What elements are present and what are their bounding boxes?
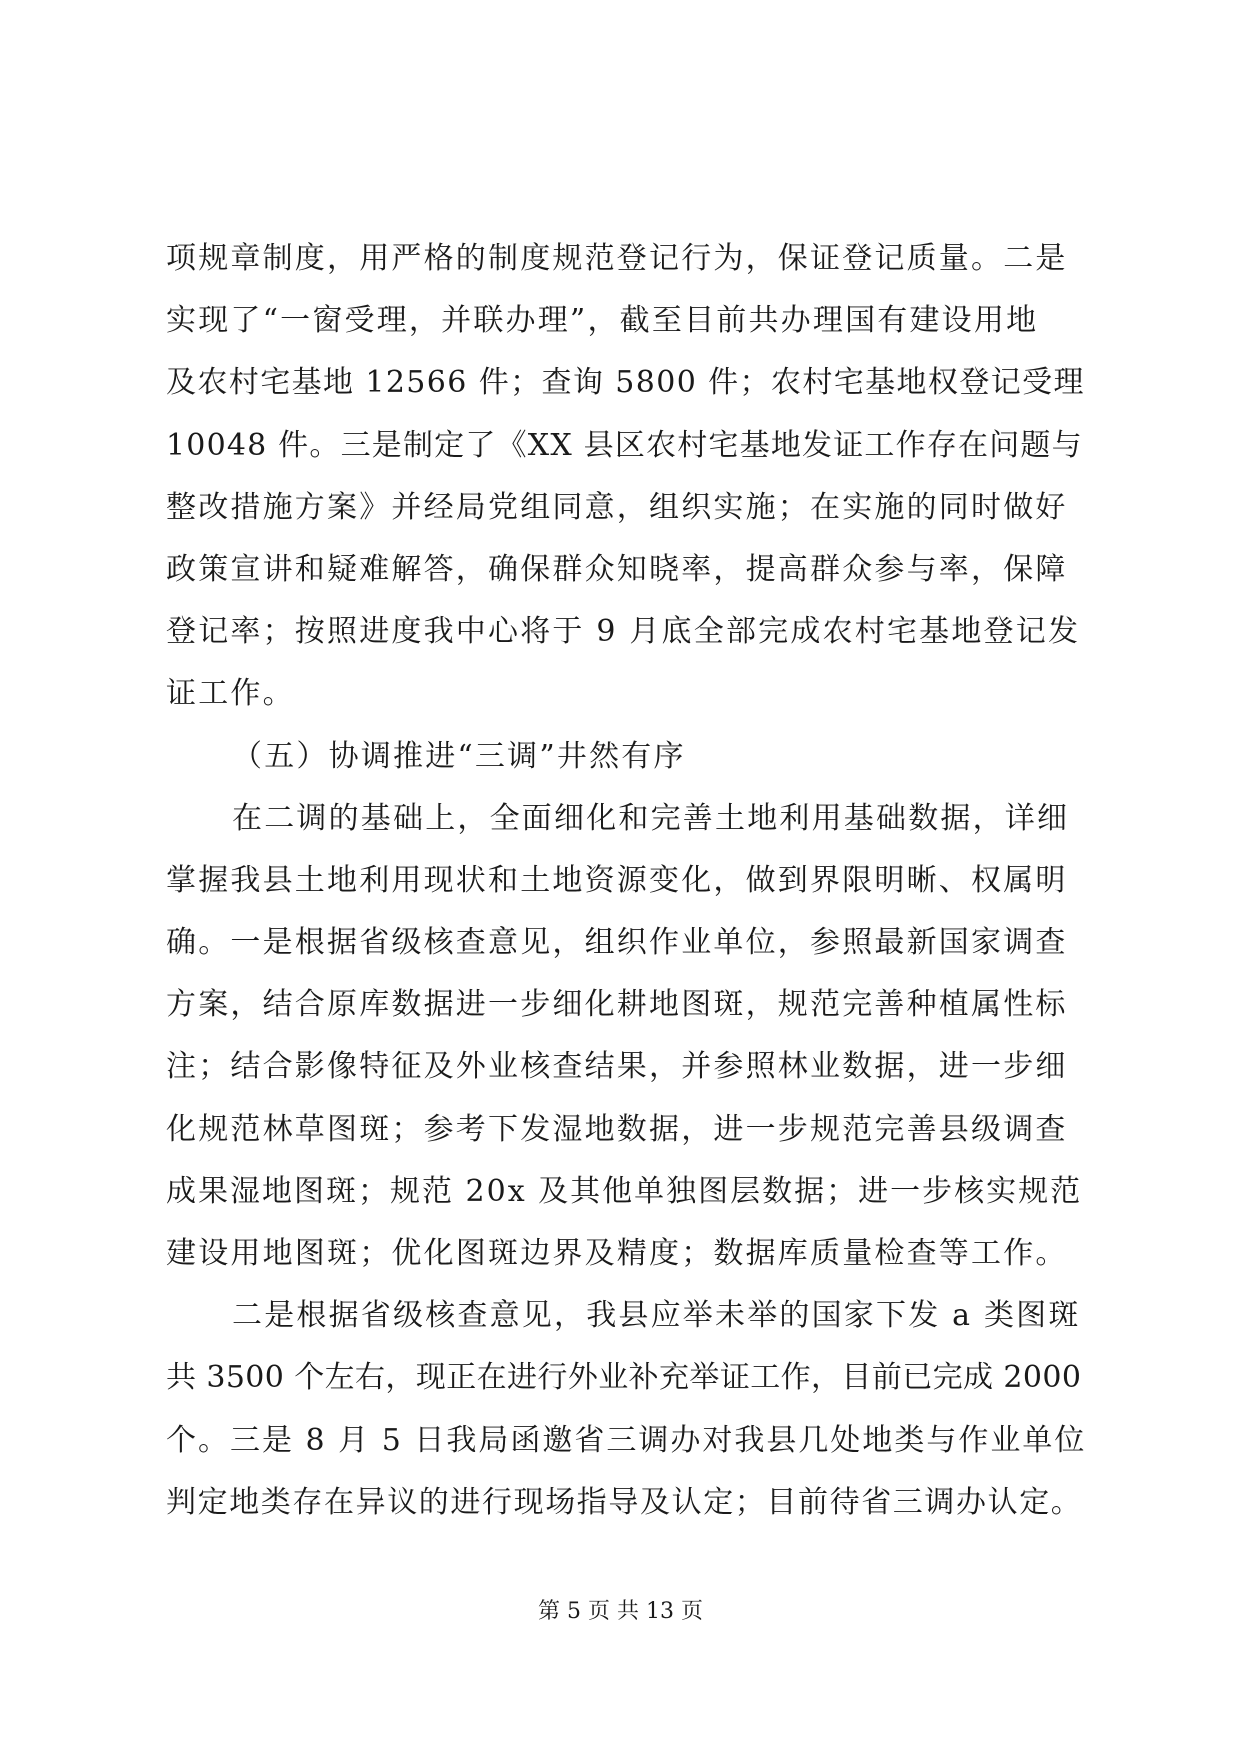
text-line: 登记率；按照进度我中心将于 9 月底全部完成农村宅基地登记发 xyxy=(166,614,1081,650)
text-line: 确。一是根据省级核查意见，组织作业单位，参照最新国家调查 xyxy=(166,925,1068,961)
text-line: 及农村宅基地 12566 件；查询 5800 件；农村宅基地权登记受理 xyxy=(166,365,1085,401)
text-line: 成果湿地图斑；规范 20x 及其他单独图层数据；进一步核实规范 xyxy=(166,1173,1083,1209)
text-line: 个。三是 8 月 5 日我局函邀省三调办对我县几处地类与作业单位 xyxy=(166,1422,1087,1458)
text-line: 掌握我县土地利用现状和土地资源变化，做到界限明晰、权属明 xyxy=(166,862,1068,898)
section-heading: （五）协调推进“三调”井然有序 xyxy=(232,738,686,774)
page-footer xyxy=(0,1597,1241,1627)
document-body xyxy=(166,228,1086,1534)
text-line: 政策宣讲和疑难解答，确保群众知晓率，提高群众参与率，保障 xyxy=(166,551,1068,587)
text-line: 在二调的基础上，全面细化和完善土地利用基础数据，详细 xyxy=(232,800,1070,836)
text-line: 共 3500 个左右，现正在进行外业补充举证工作，目前已完成 2000 xyxy=(166,1360,1082,1396)
text-line: 二是根据省级核查意见，我县应举未举的国家下发 a 类图斑 xyxy=(232,1298,1081,1334)
text-line: 化规范林草图斑；参考下发湿地数据，进一步规范完善县级调查 xyxy=(166,1111,1068,1147)
page-number-label: 第 5 页 共 13 页 xyxy=(538,1599,703,1624)
text-line: 证工作。 xyxy=(166,676,295,712)
text-line: 建设用地图斑；优化图斑边界及精度；数据库质量检查等工作。 xyxy=(166,1236,1068,1271)
text-line: 10048 件。三是制定了《XX 县区农村宅基地发证工作存在问题与 xyxy=(166,427,1083,463)
text-line: 判定地类存在异议的进行现场指导及认定；目前待省三调办认定。 xyxy=(166,1484,1083,1520)
text-line: 注；结合影像特征及外业核查结果，并参照林业数据，进一步细 xyxy=(166,1049,1068,1085)
text-line: 整改措施方案》并经局党组同意，组织实施；在实施的同时做好 xyxy=(166,489,1068,525)
text-line: 项规章制度，用严格的制度规范登记行为，保证登记质量。二是 xyxy=(166,241,1068,276)
text-line: 实现了“一窗受理，并联办理”，截至目前共办理国有建设用地 xyxy=(166,303,1039,339)
text-line: 方案，结合原库数据进一步细化耕地图斑，规范完善种植属性标 xyxy=(166,987,1068,1023)
